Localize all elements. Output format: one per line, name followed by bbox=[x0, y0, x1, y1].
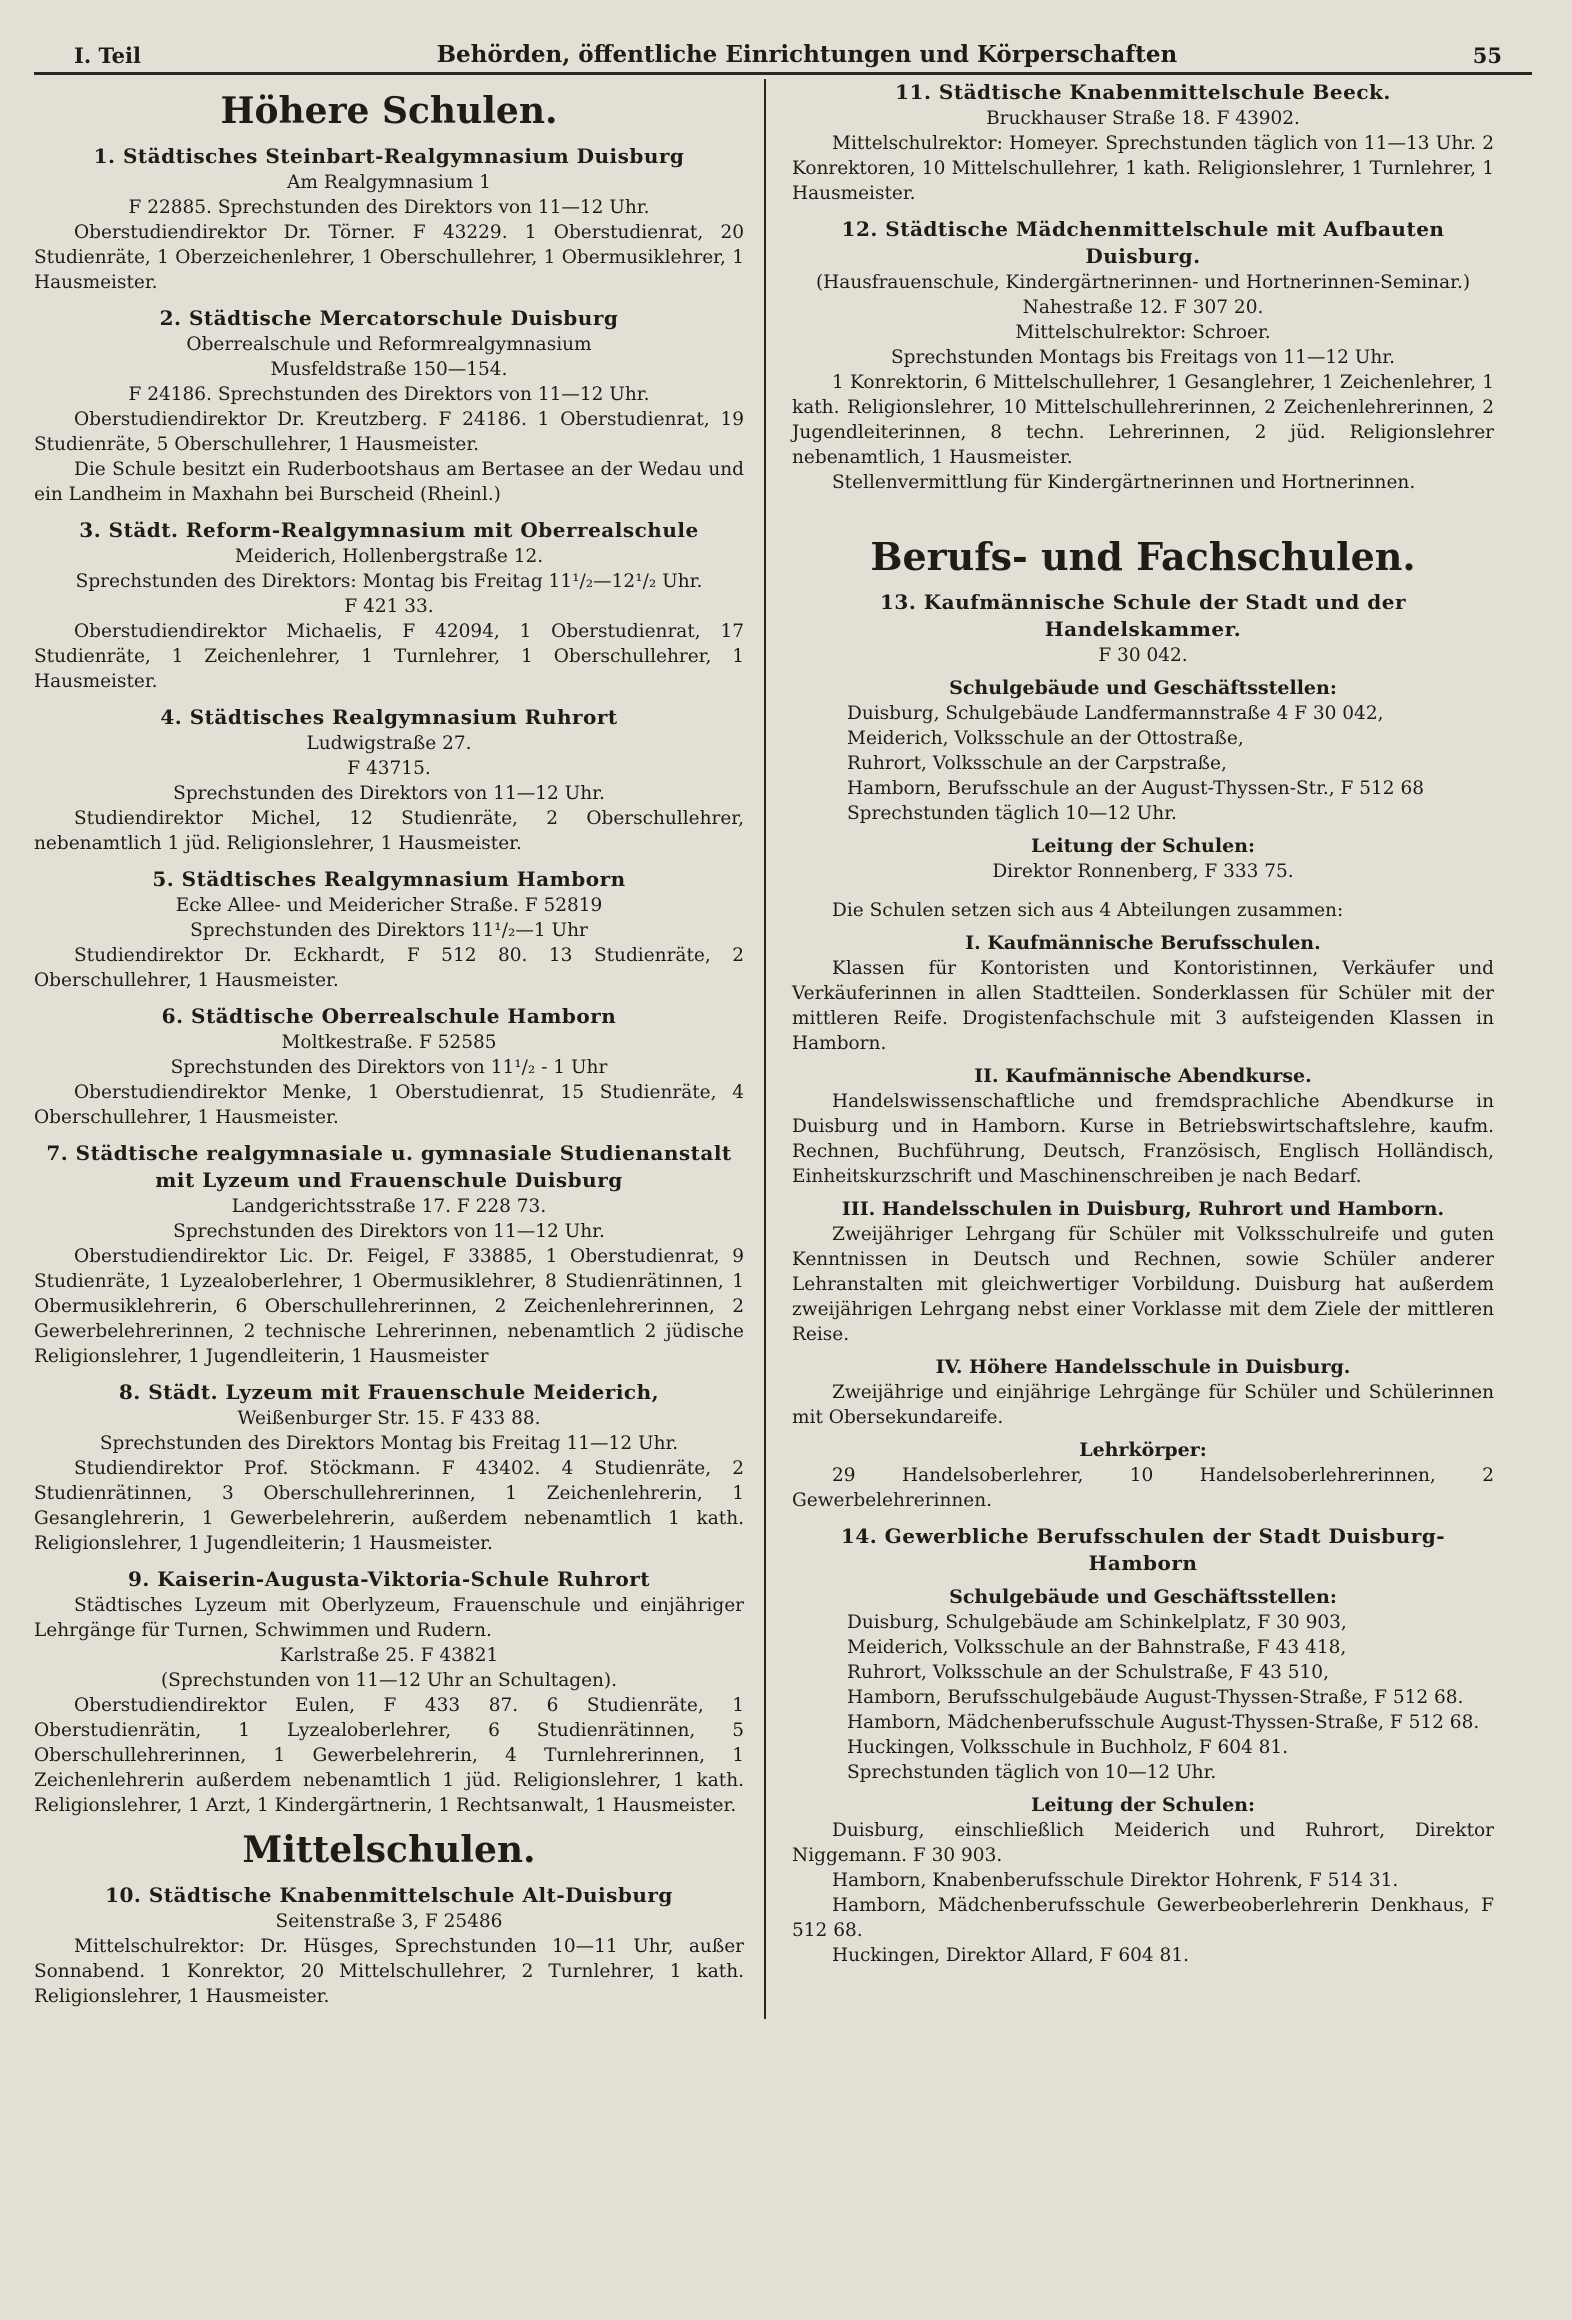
entry-title: 14. Gewerbliche Berufsschulen der Stadt Duisburg-Hamborn bbox=[840, 1524, 1446, 1575]
entry-rector: Mittelschulrektor: Schroer. bbox=[1015, 322, 1271, 343]
entry-2 bbox=[34, 305, 744, 507]
entry-address: Seitenstraße 3, F 25486 bbox=[275, 1911, 503, 1932]
entry-14 bbox=[792, 1523, 1494, 1968]
address-line: Ruhrort, Volksschule an der Carpstraße, bbox=[847, 753, 1227, 774]
subheading-leitung: Leitung der Schulen: bbox=[1030, 1794, 1256, 1816]
right-column bbox=[764, 79, 1494, 2019]
subheading-abteilung-3: III. Handelsschulen in Duisburg, Ruhrort und Hamborn. bbox=[841, 1198, 1445, 1220]
entry-hours: Sprechstunden des Direktors 11¹/₂—1 Uhr bbox=[190, 920, 588, 941]
entry-phone: F 24186. Sprechstunden des Direktors von 11—12 Uhr. bbox=[128, 384, 650, 405]
left-column bbox=[34, 79, 764, 2019]
entry-phone: F 421 33. bbox=[344, 596, 434, 617]
entry-paragraph: Hamborn, Mädchenberufsschule Gewerbeoberlehrerin Denkhaus, F 512 68. bbox=[792, 1895, 1494, 1941]
columns bbox=[34, 79, 1532, 2019]
subheading-abteilung-4: IV. Höhere Handelsschule in Duisburg. bbox=[935, 1356, 1351, 1378]
entry-4 bbox=[34, 704, 744, 856]
heading-hoehere-schulen: Höhere Schulen. bbox=[220, 90, 558, 132]
entry-hours: Sprechstunden des Direktors von 11¹/₂ - 1 Uhr bbox=[170, 1057, 608, 1078]
entry-staff: Oberstudiendirektor Eulen, F 433 87. 6 Studienräte, 1 Oberstudienrätin, 1 Lyzealoberlehrer, 6 Studienrätinnen, 5 Oberschullehrerinnen, 1 Gewerbelehrerin, 4 Turnlehrerinnen, 1 Zeichenlehrerin außerdem nebenamtlich 1 jüd. Religionslehrer, 1 kath. Religionslehrer, 1 Arzt, 1 Kindergärtnerin, 1 Rechtsanwalt, 1 Hausmeister. bbox=[34, 1695, 744, 1816]
entry-title: 11. Städtische Knabenmittelschule Beeck. bbox=[895, 80, 1391, 104]
heading-mittelschulen: Mittelschulen. bbox=[242, 1829, 536, 1871]
entry-paragraph: Klassen für Kontoristen und Kontoristinnen, Verkäufer und Verkäuferinnen in allen Stadtteilen. Sonderklassen für Schüler mit der mittleren Reife. Drogistenfachschule mit 3 aufsteigenden Klassen in Hamborn. bbox=[792, 958, 1494, 1054]
part-label: I. Teil bbox=[74, 43, 141, 68]
entry-10 bbox=[34, 1882, 744, 2009]
address-line: Meiderich, Volksschule an der Bahnstraße, F 43 418, bbox=[847, 1637, 1347, 1658]
entry-address: Ludwigstraße 27. bbox=[306, 733, 472, 754]
entry-title: 13. Kaufmännische Schule der Stadt und der Handelskammer. bbox=[879, 590, 1406, 641]
entry-phone: F 43715. bbox=[347, 758, 431, 779]
entry-hours: Sprechstunden des Direktors: Montag bis Freitag 11¹/₂—12¹/₂ Uhr. bbox=[75, 571, 703, 592]
entry-paragraph: Zweijähriger Lehrgang für Schüler mit Volksschulreife und guten Kenntnissen in Deutsch und Rechnen, sowie Schüler anderer Lehranstalten mit gleichwertiger Vorbildung. Duisburg hat außerdem zweijährigen Lehrgang nebst einer Vorklasse mit dem Ziele der mittleren Reise. bbox=[792, 1224, 1494, 1345]
address-line: Hamborn, Berufsschule an der August-Thyssen-Str., F 512 68 bbox=[847, 778, 1424, 799]
entry-staff: Oberstudiendirektor Dr. Kreutzberg. F 24186. 1 Oberstudienrat, 19 Studienräte, 5 Oberschullehrer, 1 Hausmeister. bbox=[34, 409, 744, 455]
entry-title: 2. Städtische Mercatorschule Duisburg bbox=[159, 306, 619, 330]
entry-staff: Oberstudiendirektor Michaelis, F 42094, 1 Oberstudienrat, 17 Studienräte, 1 Zeichenlehrer, 1 Turnlehrer, 1 Oberschullehrer, 1 Hausmeister. bbox=[34, 621, 744, 692]
entry-note: Stellenvermittlung für Kindergärtnerinnen und Hortnerinnen. bbox=[832, 472, 1416, 493]
entry-title: 8. Städt. Lyzeum mit Frauenschule Meiderich, bbox=[118, 1380, 660, 1404]
entry-title: 6. Städtische Oberrealschule Hamborn bbox=[161, 1004, 617, 1028]
entry-staff: Oberstudiendirektor Lic. Dr. Feigel, F 33885, 1 Oberstudienrat, 9 Studienräte, 1 Lyzealoberlehrer, 1 Obermusiklehrer, 8 Studienrätinnen, 1 Obermusiklehrerin, 6 Oberschullehrerinnen, 2 Zeichenlehrerinnen, 2 Gewerbelehrerinnen, 2 technische Lehrerinnen, nebenamtlich 2 jüdische Religionslehrer, 1 Jugendleiterin, 1 Hausmeister bbox=[34, 1246, 744, 1367]
address-line: Hamborn, Mädchenberufsschule August-Thyssen-Straße, F 512 68. bbox=[847, 1712, 1480, 1733]
entry-address: Musfeldstraße 150—154. bbox=[270, 359, 508, 380]
entry-staff: Studiendirektor Dr. Eckhardt, F 512 80. 13 Studienräte, 2 Oberschullehrer, 1 Hausmeister. bbox=[34, 945, 744, 991]
running-header bbox=[34, 38, 1532, 75]
subheading-schulgebaeude: Schulgebäude und Geschäftsstellen: bbox=[949, 1586, 1337, 1608]
entry-phone: F 22885. Sprechstunden des Direktors von 11—12 Uhr. bbox=[128, 197, 650, 218]
entry-director: Direktor Ronnenberg, F 333 75. bbox=[992, 861, 1294, 882]
entry-address: Karlstraße 25. F 43821 bbox=[279, 1645, 499, 1666]
subheading-abteilung-1: I. Kaufmännische Berufsschulen. bbox=[965, 932, 1321, 954]
entry-title: 5. Städtisches Realgymnasium Hamborn bbox=[152, 867, 626, 891]
entry-staff: 1 Konrektorin, 6 Mittelschullehrer, 1 Gesanglehrer, 1 Zeichenlehrer, 1 kath. Religionslehrer, 10 Mittelschullehrerinnen, 2 Zeichenlehrerinnen, 2 Jugendleiterinnen, 8 techn. Lehrerinnen, 2 jüd. Religionslehrer nebenamtlich, 1 Hausmeister. bbox=[792, 372, 1494, 468]
entry-hours: Sprechstunden des Direktors von 11—12 Uhr. bbox=[173, 1221, 605, 1242]
entry-6 bbox=[34, 1003, 744, 1130]
entry-address: Ecke Allee- und Meidericher Straße. F 52819 bbox=[175, 895, 603, 916]
entry-1 bbox=[34, 143, 744, 295]
entry-paragraph: 29 Handelsoberlehrer, 10 Handelsoberlehrerinnen, 2 Gewerbelehrerinnen. bbox=[792, 1465, 1494, 1511]
entry-9 bbox=[34, 1566, 744, 1818]
entry-staff: Oberstudiendirektor Dr. Törner. F 43229. 1 Oberstudienrat, 20 Studienräte, 1 Oberzeichenlehrer, 1 Oberschullehrer, 1 Obermusiklehrer, 1 Hausmeister. bbox=[34, 222, 744, 293]
entry-paragraph: Handelswissenschaftliche und fremdsprachliche Abendkurse in Duisburg und in Hamborn. Kurse in Betriebswirtschaftslehre, kaufm. Rechnen, Buchführung, Deutsch, Französisch, Englisch Holländisch, Einheitskurzschrift und Maschinenschreiben je nach Bedarf. bbox=[792, 1091, 1494, 1187]
address-line: Sprechstunden täglich von 10—12 Uhr. bbox=[847, 1762, 1217, 1783]
entry-title: 12. Städtische Mädchenmittelschule mit Aufbauten Duisburg. bbox=[841, 217, 1445, 268]
entry-title: 7. Städtische realgymnasiale u. gymnasiale Studienanstalt mit Lyzeum und Frauenschule Duisburg bbox=[46, 1141, 732, 1192]
subheading-abteilung-2: II. Kaufmännische Abendkurse. bbox=[974, 1065, 1312, 1087]
entry-subtitle: Oberrealschule und Reformrealgymnasium bbox=[186, 334, 592, 355]
entry-5 bbox=[34, 866, 744, 993]
entry-title: 1. Städtisches Steinbart-Realgymnasium Duisburg bbox=[93, 144, 685, 168]
entry-staff: Mittelschulrektor: Dr. Hüsges, Sprechstunden 10—11 Uhr, außer Sonnabend. 1 Konrektor, 20 Mittelschullehrer, 2 Turnlehrer, 1 kath. Religionslehrer, 1 Hausmeister. bbox=[34, 1936, 744, 2007]
subheading-lehrkoerper: Lehrkörper: bbox=[1079, 1439, 1207, 1461]
section-title: Behörden, öffentliche Einrichtungen und Körperschaften bbox=[436, 41, 1178, 68]
subheading-schulgebaeude: Schulgebäude und Geschäftsstellen: bbox=[949, 677, 1337, 699]
entry-13 bbox=[792, 589, 1494, 1513]
entry-paragraph: Duisburg, einschließlich Meiderich und Ruhrort, Direktor Niggemann. F 30 903. bbox=[792, 1820, 1494, 1866]
entry-staff: Mittelschulrektor: Homeyer. Sprechstunden täglich von 11—13 Uhr. 2 Konrektoren, 10 Mittelschullehrer, 1 kath. Religionslehrer, 1 Turnlehrer, 1 Hausmeister. bbox=[792, 133, 1494, 204]
entry-address: Nahestraße 12. F 307 20. bbox=[1022, 297, 1264, 318]
entry-11 bbox=[792, 79, 1494, 206]
entry-hours: (Sprechstunden von 11—12 Uhr an Schultagen). bbox=[160, 1670, 618, 1691]
entry-paragraph: Huckingen, Direktor Allard, F 604 81. bbox=[832, 1945, 1189, 1966]
heading-berufs-und-fachschulen: Berufs- und Fachschulen. bbox=[870, 534, 1416, 579]
entry-address: Moltkestraße. F 52585 bbox=[281, 1032, 497, 1053]
entry-title: 3. Städt. Reform-Realgymnasium mit Oberrealschule bbox=[79, 518, 699, 542]
entry-subtitle: (Hausfrauenschule, Kindergärtnerinnen- und Hortnerinnen-Seminar.) bbox=[815, 272, 1471, 293]
entry-12 bbox=[792, 216, 1494, 495]
entry-address: Weißenburger Str. 15. F 433 88. bbox=[237, 1408, 541, 1429]
address-line: Huckingen, Volksschule in Buchholz, F 604 81. bbox=[847, 1737, 1289, 1758]
entry-3 bbox=[34, 517, 744, 694]
subheading-leitung: Leitung der Schulen: bbox=[1030, 835, 1256, 857]
entry-address: Am Realgymnasium 1 bbox=[287, 172, 491, 193]
address-line: Meiderich, Volksschule an der Ottostraße, bbox=[847, 728, 1244, 749]
entry-title: 9. Kaiserin-Augusta-Viktoria-Schule Ruhrort bbox=[127, 1567, 651, 1591]
entry-intro: Die Schulen setzen sich aus 4 Abteilungen zusammen: bbox=[832, 900, 1344, 921]
entry-staff: Oberstudiendirektor Menke, 1 Oberstudienrat, 15 Studienräte, 4 Oberschullehrer, 1 Hausmeister. bbox=[34, 1082, 744, 1128]
entry-paragraph: Zweijährige und einjährige Lehrgänge für Schüler und Schülerinnen mit Obersekundareife. bbox=[792, 1382, 1494, 1428]
entry-description: Städtisches Lyzeum mit Oberlyzeum, Frauenschule und einjähriger Lehrgänge für Turnen, Schwimmen und Rudern. bbox=[34, 1595, 744, 1641]
entry-note: Die Schule besitzt ein Ruderbootshaus am Bertasee an der Wedau und ein Landheim in Maxhahn bei Burscheid (Rheinl.) bbox=[34, 459, 744, 505]
entry-hours: Sprechstunden des Direktors von 11—12 Uhr. bbox=[173, 783, 605, 804]
entry-staff: Studiendirektor Prof. Stöckmann. F 43402. 4 Studienräte, 2 Studienrätinnen, 3 Oberschullehrerinnen, 1 Zeichenlehrerin, 1 Gesanglehrerin, 1 Gewerbelehrerin, außerdem nebenamtlich 1 kath. Religionslehrer, 1 Jugendleiterin; 1 Hausmeister. bbox=[34, 1458, 744, 1554]
entry-title: 10. Städtische Knabenmittelschule Alt-Duisburg bbox=[105, 1883, 673, 1907]
entry-address: Landgerichtsstraße 17. F 228 73. bbox=[231, 1196, 547, 1217]
entry-hours: Sprechstunden des Direktors Montag bis Freitag 11—12 Uhr. bbox=[99, 1433, 679, 1454]
entry-staff: Studiendirektor Michel, 12 Studienräte, 2 Oberschullehrer, nebenamtlich 1 jüd. Religionslehrer, 1 Hausmeister. bbox=[34, 808, 744, 854]
address-line: Ruhrort, Volksschule an der Schulstraße, F 43 510, bbox=[847, 1662, 1329, 1683]
entry-hours: Sprechstunden Montags bis Freitags von 11—12 Uhr. bbox=[890, 347, 1395, 368]
spacer bbox=[792, 505, 1494, 525]
entry-paragraph: Hamborn, Knabenberufsschule Direktor Hohrenk, F 514 31. bbox=[832, 1870, 1399, 1891]
entry-7 bbox=[34, 1140, 744, 1369]
entry-title: 4. Städtisches Realgymnasium Ruhrort bbox=[160, 705, 618, 729]
entry-address: Meiderich, Hollenbergstraße 12. bbox=[234, 546, 544, 567]
address-line: Duisburg, Schulgebäude am Schinkelplatz, F 30 903, bbox=[847, 1612, 1347, 1633]
page-number: 55 bbox=[1472, 43, 1502, 68]
address-line: Duisburg, Schulgebäude Landfermannstraße 4 F 30 042, bbox=[847, 703, 1384, 724]
entry-address: Bruckhauser Straße 18. F 43902. bbox=[986, 108, 1300, 129]
entry-phone: F 30 042. bbox=[1098, 645, 1188, 666]
address-line: Sprechstunden täglich 10—12 Uhr. bbox=[847, 803, 1177, 824]
address-line: Hamborn, Berufsschulgebäude August-Thyssen-Straße, F 512 68. bbox=[847, 1687, 1464, 1708]
entry-8 bbox=[34, 1379, 744, 1556]
